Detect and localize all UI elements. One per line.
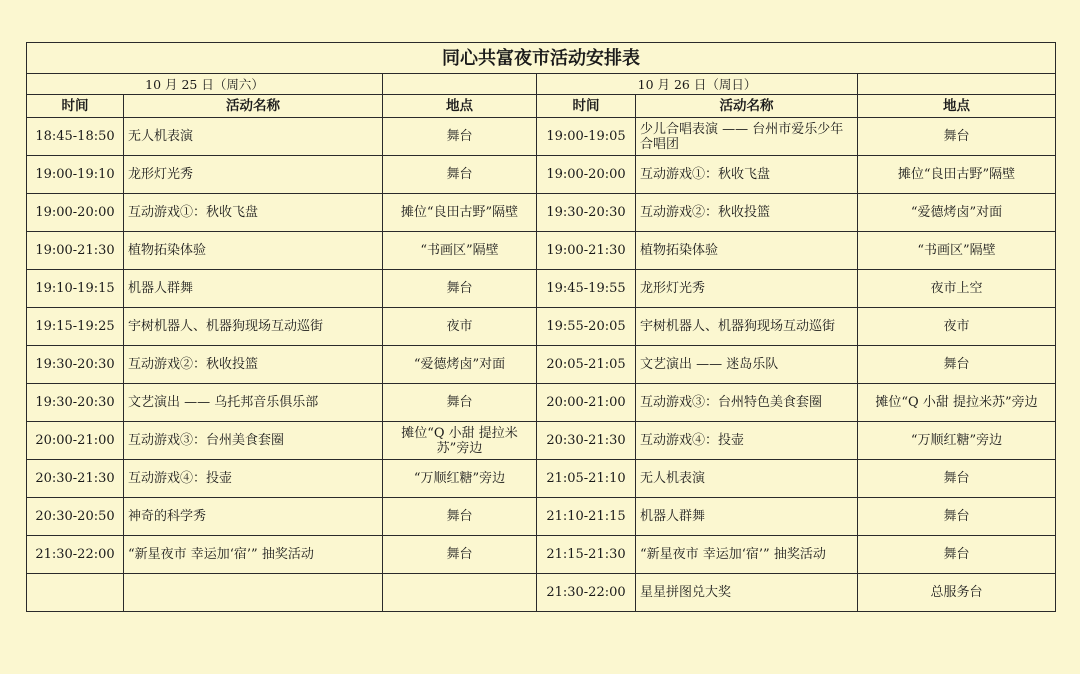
table-row [27,384,1056,422]
day2-time-cell: 20:00-21:00 [537,384,636,422]
day2-time-cell: 21:15-21:30 [537,536,636,574]
day2-activity-cell: 机器人群舞 [636,498,858,536]
day2-location-header: 地点 [858,95,1056,118]
day1-location-cell: 舞台 [383,156,537,194]
day2-time-cell: 19:00-20:00 [537,156,636,194]
day1-location-cell: 夜市 [383,308,537,346]
day2-time-header: 时间 [537,95,636,118]
day1-location-cell: 摊位“良田古野”隔壁 [383,194,537,232]
day2-location-cell: “书画区”隔壁 [858,232,1056,270]
table-row [27,422,1056,460]
day2-activity-header: 活动名称 [636,95,858,118]
day1-time-cell: 19:30-20:30 [27,384,124,422]
day1-time-cell: 20:00-21:00 [27,422,124,460]
day2-time-cell: 19:55-20:05 [537,308,636,346]
day2-activity-cell: 互动游戏①：秋收飞盘 [636,156,858,194]
day2-time-cell: 21:05-21:10 [537,460,636,498]
day1-time-cell: 19:00-20:00 [27,194,124,232]
day1-location-cell: 舞台 [383,498,537,536]
day1-activity-cell: 互动游戏①：秋收飞盘 [124,194,383,232]
day1-date-blank [383,74,537,95]
day1-location-cell: 舞台 [383,118,537,156]
day2-activity-cell: 互动游戏④：投壶 [636,422,858,460]
day1-time-header: 时间 [27,95,124,118]
day1-activity-cell: 植物拓染体验 [124,232,383,270]
day2-location-cell: 夜市 [858,308,1056,346]
day1-date: 10 月 25 日（周六） [27,74,383,95]
day2-time-cell: 19:45-19:55 [537,270,636,308]
table-row [27,156,1056,194]
day1-activity-cell: 文艺演出 —— 乌托邦音乐俱乐部 [124,384,383,422]
day2-activity-cell: 无人机表演 [636,460,858,498]
table-row [27,498,1056,536]
table-row [27,536,1056,574]
day1-time-cell: 18:45-18:50 [27,118,124,156]
table-title: 同心共富夜市活动安排表 [27,43,1056,74]
day1-location-cell [383,574,537,612]
day1-time-cell: 19:10-19:15 [27,270,124,308]
day2-location-cell: 总服务台 [858,574,1056,612]
day1-activity-cell: 龙形灯光秀 [124,156,383,194]
day2-activity-cell: 互动游戏③：台州特色美食套圈 [636,384,858,422]
day1-location-cell: “万顺红糖”旁边 [383,460,537,498]
day2-time-cell: 20:05-21:05 [537,346,636,384]
day1-time-cell: 19:00-19:10 [27,156,124,194]
day1-time-cell: 19:00-21:30 [27,232,124,270]
day1-activity-cell: 无人机表演 [124,118,383,156]
day1-time-cell: 20:30-20:50 [27,498,124,536]
day2-activity-cell: 少儿合唱表演 —— 台州市爱乐少年合唱团 [636,118,858,156]
table-row [27,574,1056,612]
day2-location-cell: 摊位“良田古野”隔壁 [858,156,1056,194]
day1-location-cell: “书画区”隔壁 [383,232,537,270]
table-row [27,270,1056,308]
table-row [27,194,1056,232]
day2-activity-cell: 宇树机器人、机器狗现场互动巡街 [636,308,858,346]
table-row [27,460,1056,498]
day2-time-cell: 20:30-21:30 [537,422,636,460]
day2-location-cell: 舞台 [858,118,1056,156]
day2-activity-cell: 龙形灯光秀 [636,270,858,308]
day1-activity-cell: 互动游戏②：秋收投篮 [124,346,383,384]
day2-date: 10 月 26 日（周日） [537,74,858,95]
table-row [27,232,1056,270]
day1-activity-cell: 互动游戏④：投壶 [124,460,383,498]
day2-location-cell: “爱德烤卤”对面 [858,194,1056,232]
day2-time-cell: 19:30-20:30 [537,194,636,232]
day2-location-cell: 夜市上空 [858,270,1056,308]
day1-location-cell: 摊位“Q 小甜 提拉米苏”旁边 [383,422,537,460]
day1-location-cell: “爱德烤卤”对面 [383,346,537,384]
day2-location-cell: 舞台 [858,536,1056,574]
day2-time-cell: 19:00-19:05 [537,118,636,156]
day2-location-cell: 舞台 [858,346,1056,384]
day1-activity-header: 活动名称 [124,95,383,118]
day1-activity-cell [124,574,383,612]
day1-location-cell: 舞台 [383,270,537,308]
day1-location-cell: 舞台 [383,536,537,574]
table-row [27,346,1056,384]
day2-location-cell: 舞台 [858,498,1056,536]
day1-activity-cell: 宇树机器人、机器狗现场互动巡街 [124,308,383,346]
day1-activity-cell: “新星夜市 幸运加‘宿’” 抽奖活动 [124,536,383,574]
day1-activity-cell: 神奇的科学秀 [124,498,383,536]
day2-time-cell: 19:00-21:30 [537,232,636,270]
day1-time-cell: 19:15-19:25 [27,308,124,346]
day1-time-cell: 21:30-22:00 [27,536,124,574]
day2-location-cell: 舞台 [858,460,1056,498]
day2-time-cell: 21:30-22:00 [537,574,636,612]
table-row [27,308,1056,346]
day2-activity-cell: “新星夜市 幸运加‘宿’” 抽奖活动 [636,536,858,574]
day1-location-header: 地点 [383,95,537,118]
schedule-table [26,42,1056,612]
day1-location-cell: 舞台 [383,384,537,422]
day2-activity-cell: 植物拓染体验 [636,232,858,270]
day2-location-cell: “万顺红糖”旁边 [858,422,1056,460]
day2-date-blank [858,74,1056,95]
day1-activity-cell: 互动游戏③：台州美食套圈 [124,422,383,460]
day1-time-cell: 19:30-20:30 [27,346,124,384]
day1-time-cell: 20:30-21:30 [27,460,124,498]
day1-activity-cell: 机器人群舞 [124,270,383,308]
table-row [27,118,1056,156]
day2-activity-cell: 文艺演出 —— 迷岛乐队 [636,346,858,384]
day2-activity-cell: 星星拼图兑大奖 [636,574,858,612]
day2-activity-cell: 互动游戏②：秋收投篮 [636,194,858,232]
day2-time-cell: 21:10-21:15 [537,498,636,536]
day2-location-cell: 摊位“Q 小甜 提拉米苏”旁边 [858,384,1056,422]
day1-time-cell [27,574,124,612]
